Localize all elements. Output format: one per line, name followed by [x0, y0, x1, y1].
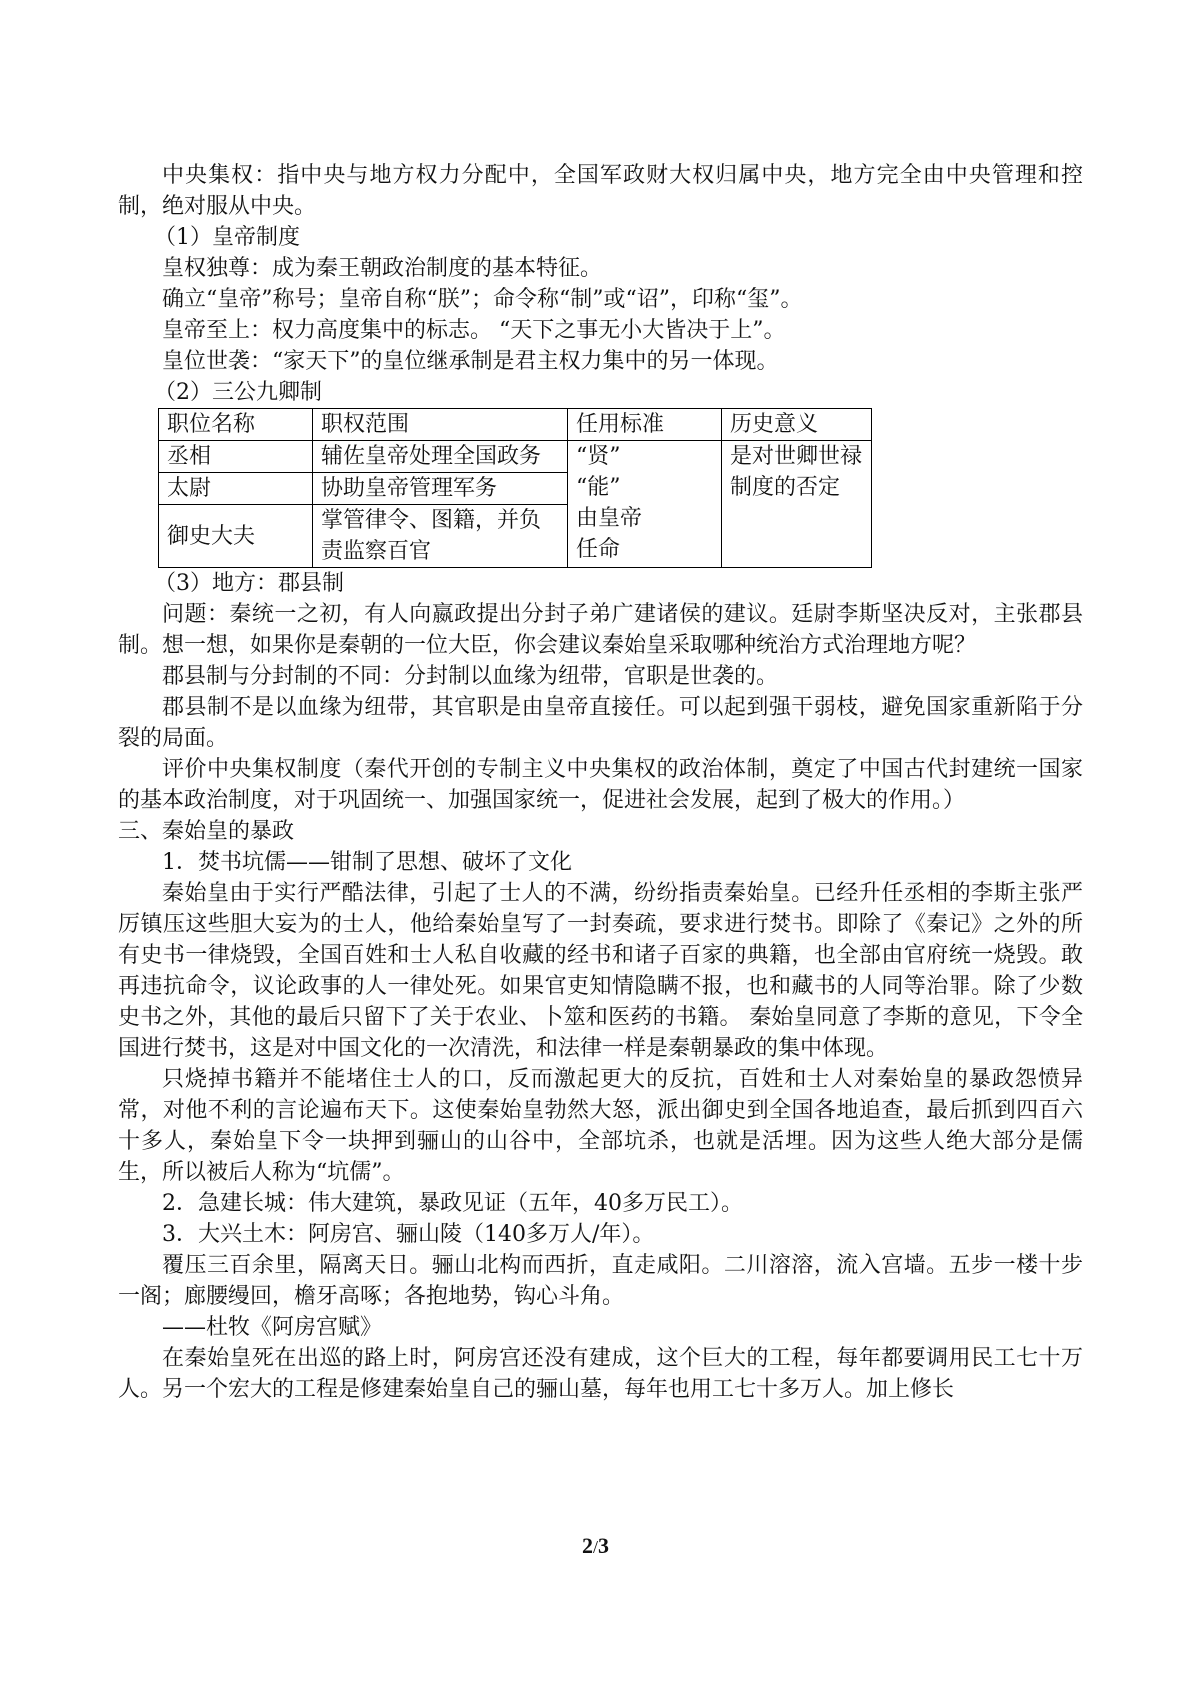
table-row: [159, 441, 872, 473]
standard-line: “贤”: [576, 444, 621, 469]
cell-duty: 辅佐皇帝处理全国政务: [313, 441, 568, 473]
paragraph-county-system: 郡县制不是以血缘为纽带，其官职是由皇帝直接任。可以起到强干弱枝，避免国家重新陷于分裂的局面。: [118, 695, 1083, 751]
section-title-tyranny: 三、秦始皇的暴政: [118, 819, 295, 844]
subheading-construction: 3．大兴土木：阿房宫、骊山陵（140多万人/年）。: [162, 1222, 655, 1247]
header-significance: 历史意义: [722, 409, 872, 441]
paragraph-supreme-power: 皇权独尊：成为秦王朝政治制度的基本特征。: [162, 256, 603, 281]
paragraph-difference: 郡县制与分封制的不同：分封制以血缘为纽带，官职是世袭的。: [162, 664, 779, 689]
page-current: 2: [581, 1533, 593, 1558]
page-separator: /: [592, 1537, 598, 1557]
header-standard: 任用标准: [568, 409, 722, 441]
paragraph-epang-construction: 在秦始皇死在出巡的路上时，阿房宫还没有建成，这个巨大的工程，每年都要调用民工七十万人。另一个宏大的工程是修建秦始皇自己的骊山墓，每年也用工七十多万人。加上修长: [118, 1346, 1083, 1402]
standard-line: 任命: [576, 537, 621, 562]
heading-emperor-system: （1）皇帝制度: [154, 225, 300, 250]
page-number: [0, 1533, 1191, 1559]
three-lords-table: [158, 408, 872, 568]
paragraph-hereditary: 皇位世袭：“家天下”的皇位继承制是君主权力集中的另一体现。: [162, 349, 779, 374]
cell-significance: 是对世卿世禄制度的否定: [722, 441, 872, 568]
standard-line: 由皇帝: [576, 506, 643, 531]
cell-duty: 掌管律令、图籍，并负责监察百官: [313, 505, 568, 568]
paragraph-evaluation: 评价中央集权制度（秦代开创的专制主义中央集权的政治体制，奠定了中国古代封建统一国家的基本政治制度，对于巩固统一、加强国家统一，促进社会发展，起到了极大的作用。）: [118, 757, 1083, 813]
paragraph-emperor-title: 确立“皇帝”称号；皇帝自称“朕”；命令称“制”或“诏”，印称“玺”。: [162, 287, 803, 312]
paragraph-emperor-supreme: 皇帝至上：权力高度集中的标志。 “天下之事无小大皆决于上”。: [162, 318, 786, 343]
cell-standard: [568, 441, 722, 568]
paragraph-burying-scholars: 只烧掉书籍并不能堵住士人的口，反而激起更大的反抗，百姓和士人对秦始皇的暴政怨愤异常，对他不利的言论遍布天下。这使秦始皇勃然大怒，派出御史到全国各地追查，最后抓到四百六十多人，秦始皇下令一块押到骊山的山谷中，全部坑杀，也就是活埋。因为这些人绝大部分是儒生，所以被后人称为“坑儒”。: [118, 1067, 1083, 1185]
heading-three-lords: （2）三公九卿制: [154, 380, 322, 405]
quote-epang-palace: 覆压三百余里，隔离天日。骊山北构而西折，直走咸阳。二川溶溶，流入宫墙。五步一楼十步一阁；廊腰缦回，檐牙高啄；各抱地势，钩心斗角。: [118, 1253, 1083, 1309]
standard-line: “能”: [576, 475, 621, 500]
paragraph-centralization: 中央集权：指中央与地方权力分配中，全国军政财大权归属中央，地方完全由中央管理和控制，绝对服从中央。: [118, 163, 1083, 219]
cell-position: 御史大夫: [159, 505, 313, 568]
paragraph-question: 问题：秦统一之初，有人向嬴政提出分封子弟广建诸侯的建议。廷尉李斯坚决反对，主张郡县制。想一想，如果你是秦朝的一位大臣，你会建议秦始皇采取哪种统治方式治理地方呢？: [118, 602, 1083, 658]
subheading-burning-books: 1．焚书坑儒——钳制了思想、破坏了文化: [162, 850, 572, 875]
cell-position: 丞相: [159, 441, 313, 473]
subheading-great-wall: 2．急建长城：伟大建筑，暴政见证（五年，40多万民工）。: [162, 1191, 743, 1216]
quote-citation: ——杜牧《阿房宫赋》: [162, 1315, 383, 1340]
heading-prefecture-county: （3）地方：郡县制: [154, 571, 344, 596]
page-total: 3: [598, 1533, 609, 1558]
document-page: [118, 160, 1083, 1405]
paragraph-burning-books: 秦始皇由于实行严酷法律，引起了士人的不满，纷纷指责秦始皇。已经升任丞相的李斯主张严厉镇压这些胆大妄为的士人，他给秦始皇写了一封奏疏，要求进行焚书。即除了《秦记》之外的所有史书一律烧毁，全国百姓和士人私自收藏的经书和诸子百家的典籍，也全部由官府统一烧毁。敢再违抗命令，议论政事的人一律处死。如果官吏知情隐瞒不报，也和藏书的人同等治罪。除了少数史书之外，其他的最后只留下了关于农业、卜筮和医药的书籍。 秦始皇同意了李斯的意见，下令全国进行焚书，这是对中国文化的一次清洗，和法律一样是秦朝暴政的集中体现。: [118, 881, 1083, 1061]
cell-position: 太尉: [159, 473, 313, 505]
header-duty: 职权范围: [313, 409, 568, 441]
cell-duty: 协助皇帝管理军务: [313, 473, 568, 505]
table-header-row: [159, 409, 872, 441]
header-position: 职位名称: [159, 409, 313, 441]
